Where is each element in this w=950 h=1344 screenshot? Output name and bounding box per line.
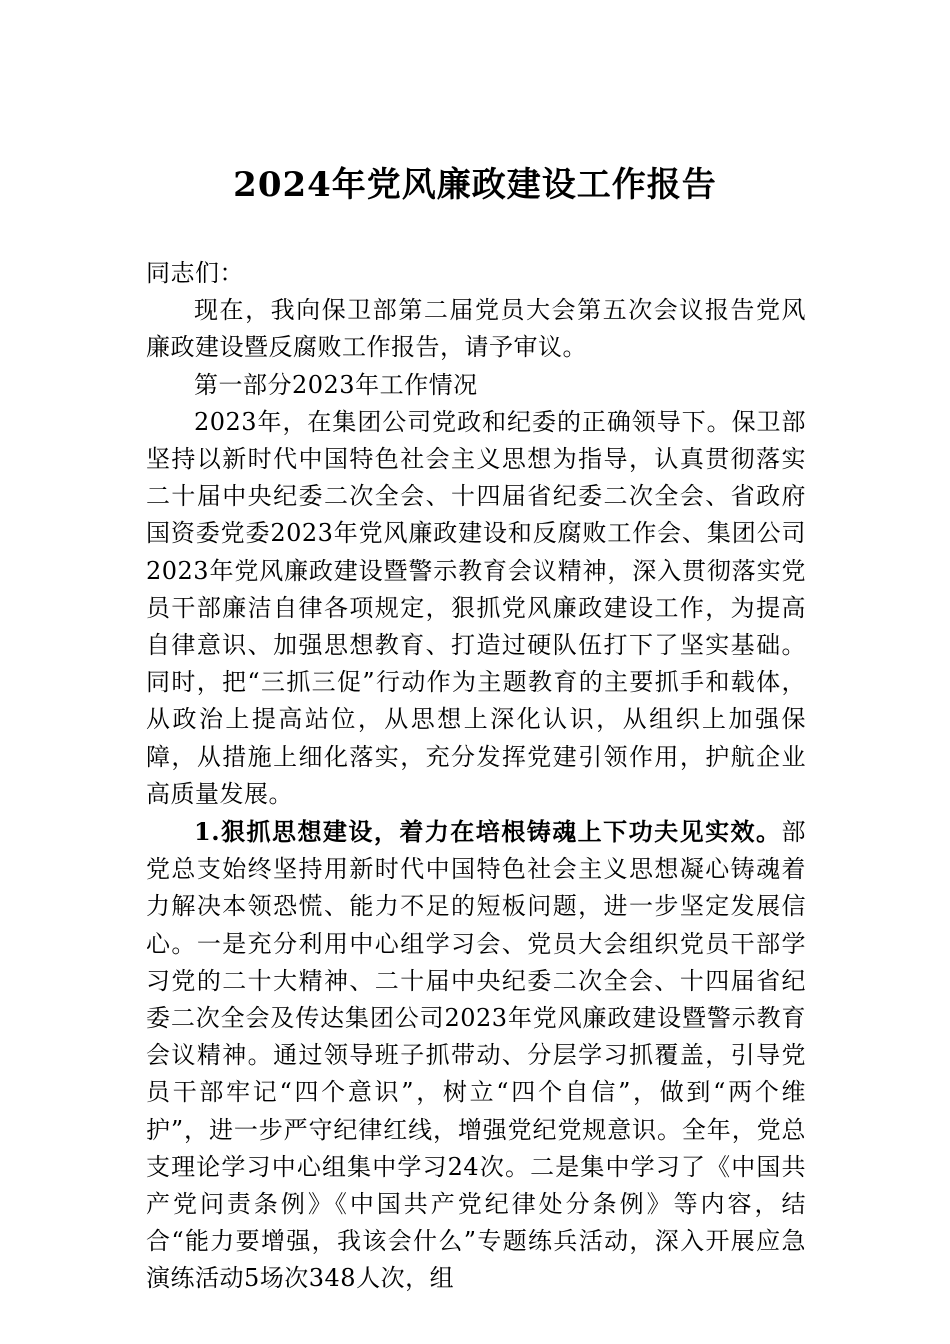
document-title: 2024年党风廉政建设工作报告 — [233, 165, 717, 205]
document-body — [146, 255, 806, 1298]
paragraph-body-text: 部党总支始终坚持用新时代中国特色社会主义思想凝心铸魂着力解决本领恐慌、能力不足的短板问题，进一步坚定发展信心。一是充分利用中心组学习会、党员大会组织党员干部学习党的二十大精神、二十届中央纪委二次全会、十四届省纪委二次全会及传达集团公司2023年党风廉政建设暨警示教育会议精神。通过领导班子抓带动、分层学习抓覆盖，引导党员干部牢记“四个意识”，树立“四个自信”，做到“两个维护”，进一步严守纪律红线，增强党纪党规意识。全年，党总支理论学习中心组集中学习24次。二是集中学习了《中国共产党问责条例》《中国共产党纪律处分条例》等内容，结合“能力要增强，我该会什么”专题练兵活动，深入开展应急演练活动5场次348人次，组 — [146, 818, 806, 1293]
paragraph-2023-overview: 2023年，在集团公司党政和纪委的正确领导下。保卫部坚持以新时代中国特色社会主义思想为指导，认真贯彻落实二十届中央纪委二次全会、十四届省纪委二次全会、省政府国资委党委2023年党风廉政建设和反腐败工作会、集团公司2023年党风廉政建设暨警示教育会议精神，深入贯彻落实党员干部廉洁自律各项规定，狠抓党风廉政建设工作，为提高自律意识、加强思想教育、打造过硬队伍打下了坚实基础。同时，把“三抓三促”行动作为主题教育的主要抓手和载体，从政治上提高站位，从思想上深化认识，从组织上加强保障，从措施上细化落实，充分发挥党建引领作用，护航企业高质量发展。 — [146, 407, 806, 808]
paragraph-lead-heading: 1.狠抓思想建设，着力在培根铸魂上下功夫见实效。 — [194, 817, 782, 847]
intro-paragraph: 现在，我向保卫部第二届党员大会第五次会议报告党风廉政建设暨反腐败工作报告，请予审议。 — [146, 296, 806, 362]
paragraph-ideology-building — [146, 813, 806, 1298]
salutation: 同志们： — [146, 259, 244, 287]
section-heading: 第一部分2023年工作情况 — [194, 370, 478, 399]
